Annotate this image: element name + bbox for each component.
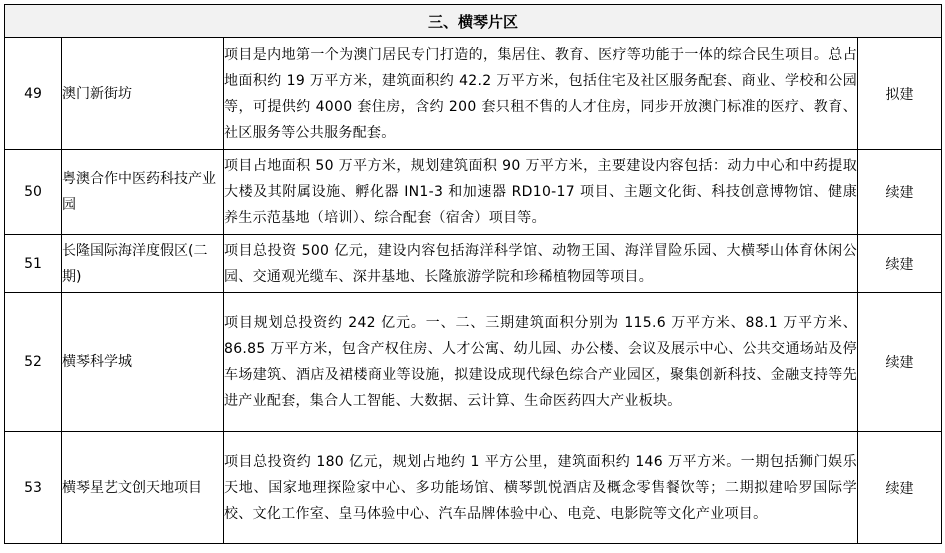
- project-description: 项目总投资 500 亿元，建设内容包括海洋科学馆、动物王国、海洋冒险乐园、大横琴山体育休闲公园、交通观光缆车、深井基地、长隆旅游学院和珍稀植物园等项目。: [224, 235, 858, 293]
- project-number: 52: [5, 293, 62, 432]
- table-row: [5, 38, 942, 150]
- table-row: [5, 235, 942, 293]
- project-table: [4, 4, 942, 544]
- project-number: 51: [5, 235, 62, 293]
- project-number: 49: [5, 38, 62, 150]
- section-title: 三、横琴片区: [5, 5, 942, 38]
- project-name: 粤澳合作中医药科技产业园: [62, 150, 224, 235]
- project-description: 项目规划总投资约 242 亿元。一、二、三期建筑面积分别为 115.6 万平方米、88.1 万平方米、86.85 万平方米，包含产权住房、人才公寓、幼儿园、办公楼、会议及展示中心、公共交通场站及停车场建筑、酒店及裙楼商业等设施，拟建设成现代绿色综合产业园区，聚集创新科技、金融支持等先进产业配套，集合人工智能、大数据、云计算、生命医药四大产业板块。: [224, 293, 858, 432]
- project-name: 长隆国际海洋度假区(二期): [62, 235, 224, 293]
- project-name: 横琴星艺文创天地项目: [62, 432, 224, 544]
- section-header-row: [5, 5, 942, 38]
- project-description: 项目是内地第一个为澳门居民专门打造的，集居住、教育、医疗等功能于一体的综合民生项目。总占地面积约 19 万平方米，建筑面积约 42.2 万平方米，包括住宅及社区服务配套、商业、学校和公园等，可提供约 4000 套住房，含约 200 套只租不售的人才住房，同步开放澳门标准的医疗、教育、社区服务等公共服务配套。: [224, 38, 858, 150]
- project-description: 项目总投资约 180 亿元，规划占地约 1 平方公里，建筑面积约 146 万平方米。一期包括狮门娱乐天地、国家地理探险家中心、多功能场馆、横琴凯悦酒店及概念零售餐饮等；二期拟建哈罗国际学校、文化工作室、皇马体验中心、汽车品牌体验中心、电竞、电影院等文化产业项目。: [224, 432, 858, 544]
- project-name: 澳门新街坊: [62, 38, 224, 150]
- project-number: 50: [5, 150, 62, 235]
- project-status: 续建: [858, 293, 942, 432]
- table-row: [5, 150, 942, 235]
- project-name: 横琴科学城: [62, 293, 224, 432]
- project-status: 续建: [858, 235, 942, 293]
- table-row: [5, 432, 942, 544]
- project-status: 拟建: [858, 38, 942, 150]
- project-status: 续建: [858, 150, 942, 235]
- project-description: 项目占地面积 50 万平方米，规划建筑面积 90 万平方米，主要建设内容包括：动力中心和中药提取大楼及其附属设施、孵化器 IN1-3 和加速器 RD10-17 项目、主题文化街、科技创意博物馆、健康养生示范基地（培训）、综合配套（宿舍）项目等。: [224, 150, 858, 235]
- table-row: [5, 293, 942, 432]
- project-number: 53: [5, 432, 62, 544]
- project-status: 续建: [858, 432, 942, 544]
